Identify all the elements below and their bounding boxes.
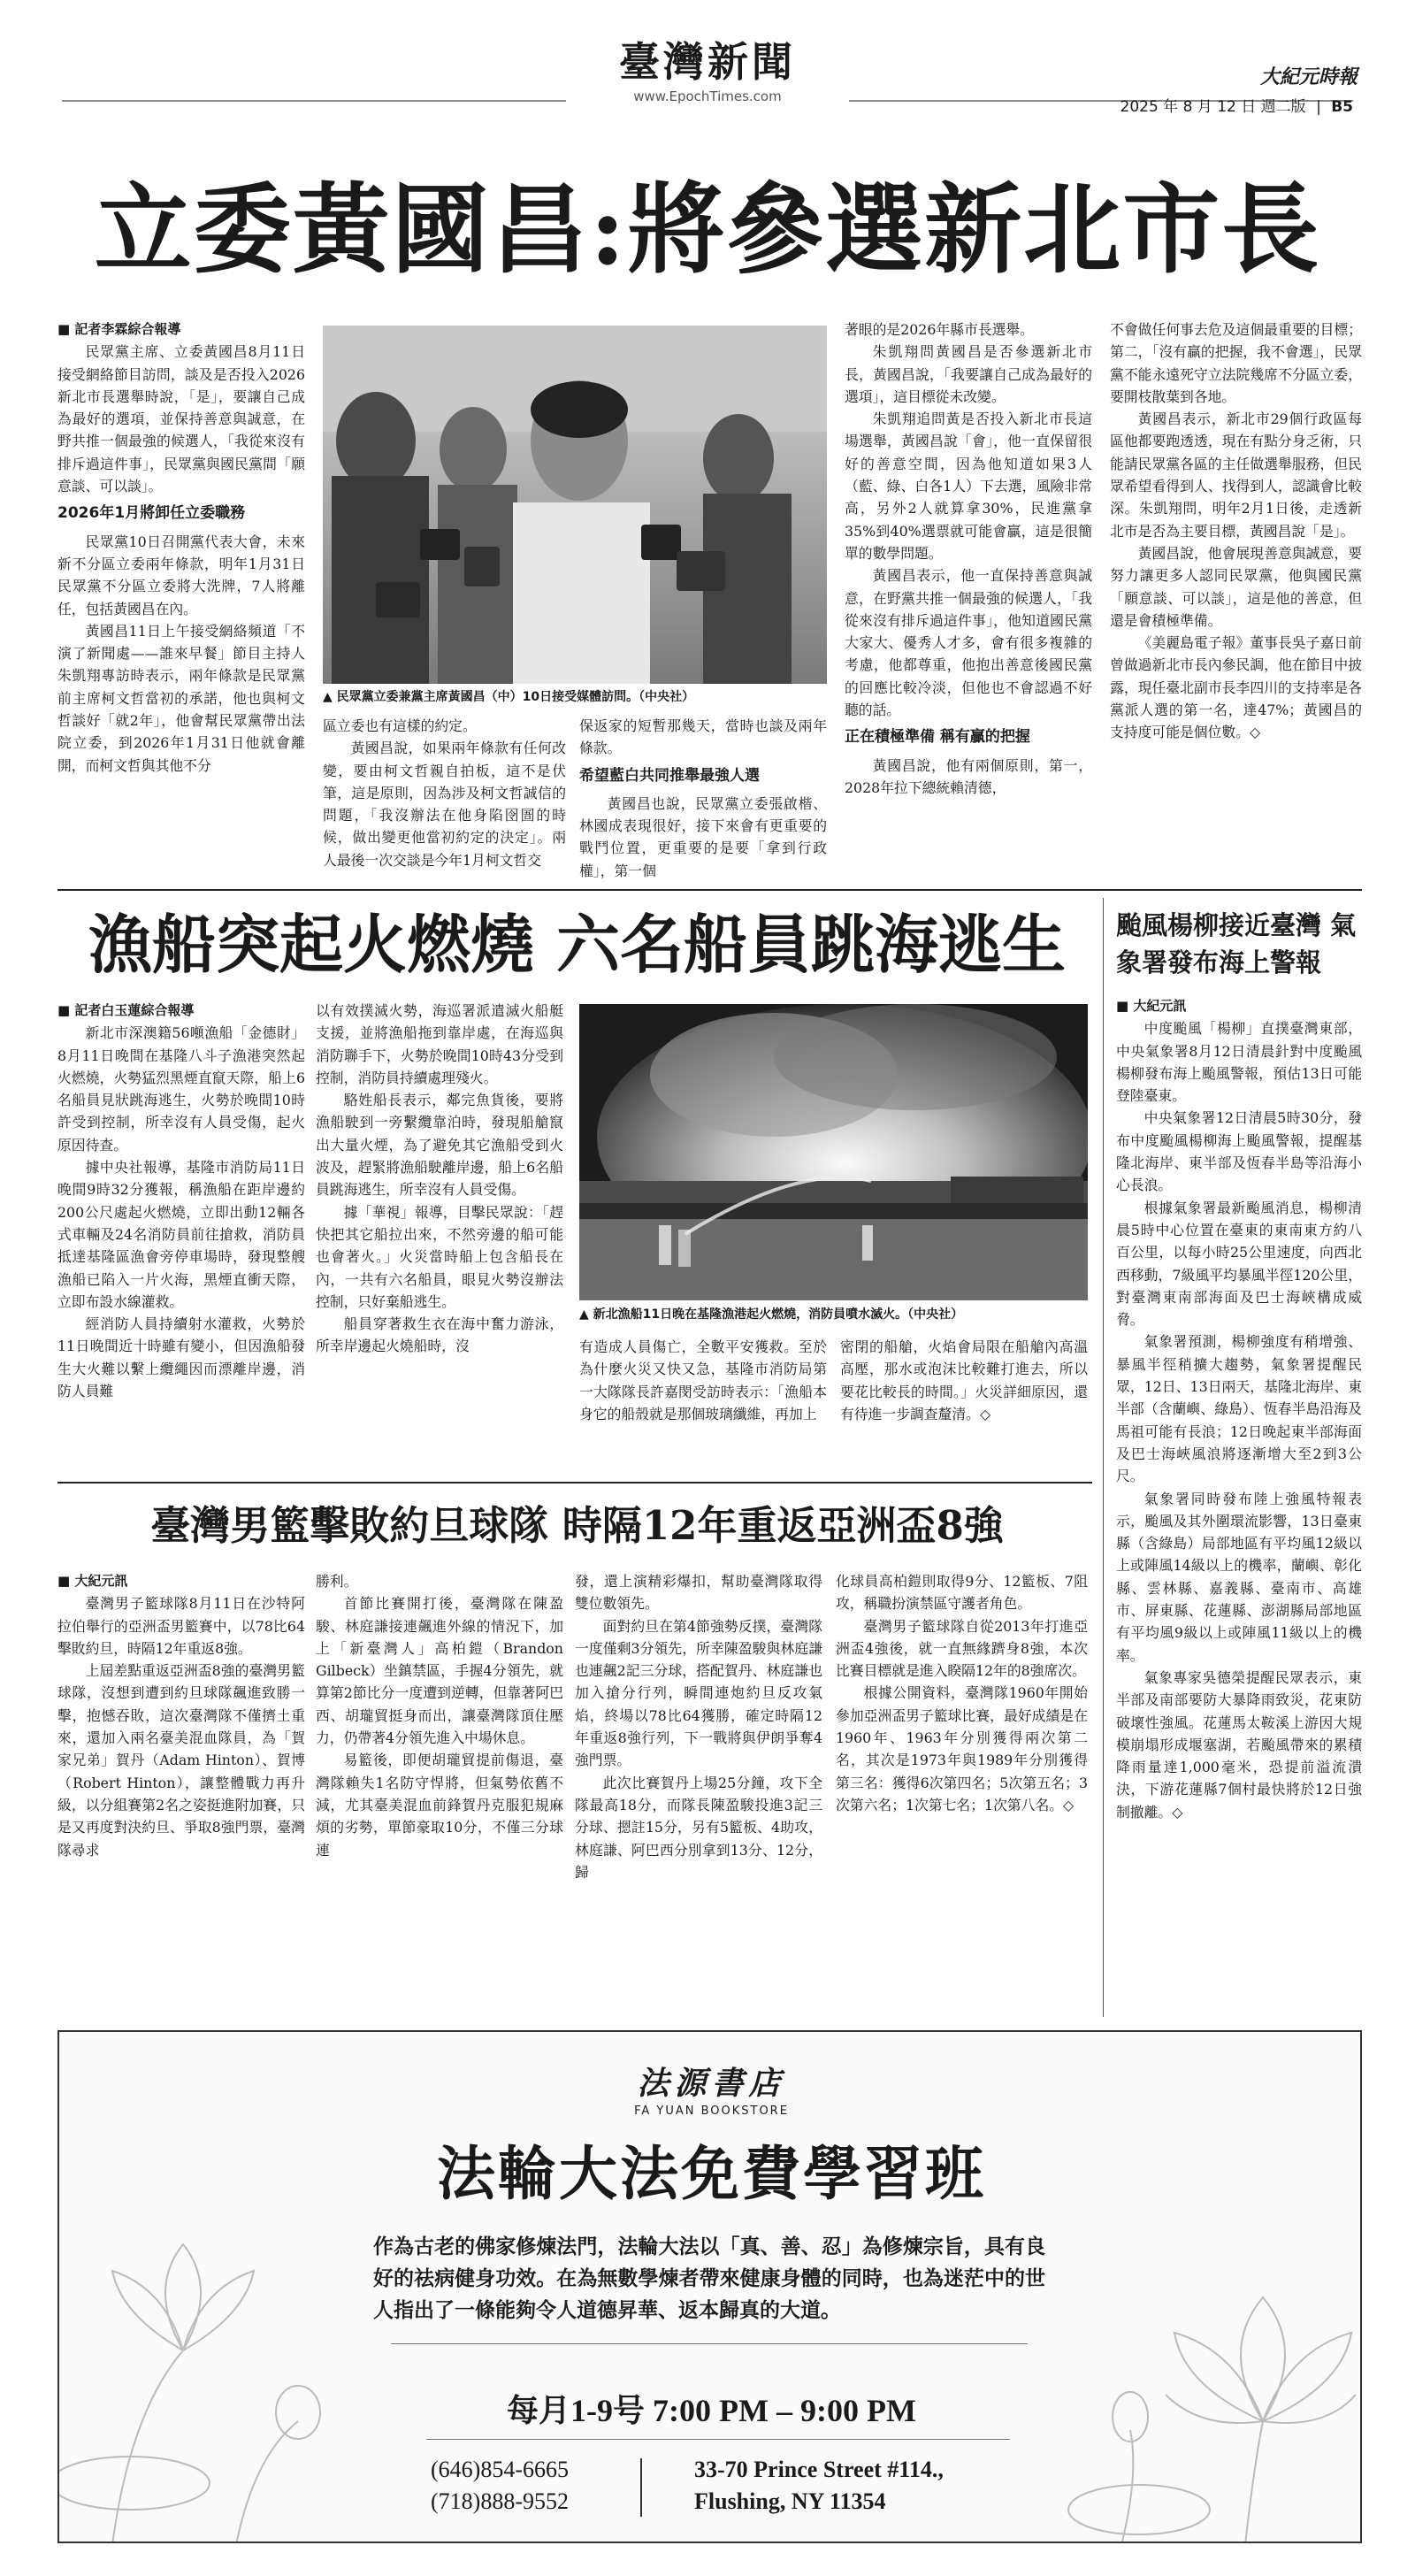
masthead-rule — [62, 100, 566, 102]
article4-col4 — [836, 1570, 1088, 2017]
paragraph: 黃國昌表示，新北市29個行政區每區他都要跑透透，現在有點分身乏術，只能請民眾黨各區的主任做選舉服務，但民眾希望看得到人、找得到人，認識會比較深。朱凱翔問，明年2月1日後，走透新北市是否為主要目標，黃國昌說「是」。 — [1110, 410, 1362, 540]
ad-phone-2: (718)888-9552 — [431, 2488, 569, 2514]
ad-address-1: 33-70 Prince Street #114., — [694, 2457, 944, 2482]
paragraph: 朱凱翔追問黃是否投入新北市長這場選舉，黃國昌說「會」，他一直保留很好的善意空間，因為他知道如果3人（藍、綠、白各1人）下去選，風險非常高，另外2人就算拿30%，民進黨拿35%到40%選票就可能會贏，這是很簡單的數學問題。 — [845, 410, 1092, 562]
article4-col1 — [57, 1570, 305, 2017]
photo-caption-2: ▲ 新北漁船11日晚在基隆漁港起火燃燒，消防員噴水滅火。（中央社） — [579, 1307, 964, 1322]
paper-name: 大紀元時報 — [1259, 65, 1358, 88]
paragraph: 黃國昌也說，民眾黨立委張啟楷、林國成表現很好，接下來會有更重要的戰鬥位置，更重要的是要「拿到行政權」，第一個 — [579, 794, 827, 879]
ad-rule — [426, 2439, 1010, 2440]
paragraph: 經消防人員持續射水灌救，火勢於11日晚間近十時雖有變小，但因漁船發生大火難以繫上纜繩因而漂離岸邊，消防人員難 — [57, 1315, 305, 1400]
headline-3 — [1116, 907, 1364, 981]
paragraph: 以有效撲滅火勢，海巡署派遣滅火船艇支援，並將漁船拖到靠岸處，在海巡與消防聯手下，火勢於晚間10時43分受到控制，消防員持續處理殘火。 — [316, 1002, 563, 1086]
photo-caption-1: ▲ 民眾黨立委兼黨主席黃國昌（中）10日接受媒體訪問。（中央社） — [323, 690, 695, 704]
bookstore-logo-en: FA YUAN BOOKSTORE — [634, 2104, 789, 2118]
date-text: 2025 年 8 月 12 日 週二版 — [1120, 98, 1306, 116]
paragraph: 氣象署同時發布陸上強風特報表示，颱風及其外圍環流影響，13日臺東縣（含綠島）局部地區有平均風12級以上或陣風14級以上的機率，蘭嶼、彰化縣、雲林縣、嘉義縣、臺南市、高雄市、屏東縣、花蓮縣、澎湖縣局部地區有平均風9級以上或陣風11級以上的機率。 — [1116, 1490, 1362, 1664]
paragraph: 著眼的是2026年縣市長選舉。 — [845, 321, 1034, 338]
paragraph: 氣象專家吳德榮提醒民眾表示，東半部及南部要防大暴降雨致災，花東防破壞性強風。花蓮馬太鞍溪上游因大規模崩塌形成堰塞湖，若颱風帶來的累積降雨量達1,000毫米，恐提前溢流潰決，下游花蓮縣7個村最快將於12日強制撤離。◇ — [1116, 1668, 1362, 1821]
photo-huang-kuo-chang — [323, 326, 827, 684]
headline-1: 立委黃國昌:將參選新北市長 — [94, 172, 1321, 287]
ad-schedule: 每月1-9号 7:00 PM – 9:00 PM — [507, 2393, 916, 2428]
article2-col1 — [57, 1000, 305, 1557]
paragraph: 化球員高柏鎧則取得9分、12籃板、7阻攻，稱職扮演禁區守護者角色。 — [836, 1573, 1088, 1613]
paragraph: 船員穿著救生衣在海中奮力游泳，所幸岸邊起火燒船時，沒 — [316, 1315, 563, 1355]
article4-col2 — [316, 1570, 563, 2017]
byline-1: ■ 記者李霖綜合報導 — [57, 321, 181, 337]
paragraph: 中度颱風「楊柳」直撲臺灣東部，中央氣象署8月12日清晨針對中度颱風楊柳發布海上颱風警報，預估13日可能登陸臺東。 — [1116, 1020, 1362, 1105]
paragraph: 有造成人員傷亡，全數平安獲救。至於為什麼火災又快又急，基隆市消防局第一大隊隊長許嘉閔受訪時表示：「漁船本身它的船殼就是那個玻璃纖維，再加上 — [579, 1338, 827, 1422]
paragraph: 上屆差點重返亞洲盃8強的臺灣男籃球隊，沒想到遭到約旦球隊飆進致勝一擊，抱憾吞敗，這次臺灣隊不僅擠土重來，還加入兩名臺美混血隊員，為「賀家兄弟」賀丹（Adam Hinton）、賀博（Robert Hinton），讓整體戰力再升級，以分組賽第2名之姿挺進附加賽，只是又再度對決約旦、爭取8強門票，臺灣隊尋求 — [57, 1662, 305, 1859]
paragraph: 臺灣男子籃球隊自從2013年打進亞洲盃4強後，就一直無緣躋身8強，本次比賽目標就是進入睽隔12年的8強席次。 — [836, 1617, 1088, 1680]
site-url: www.EpochTimes.com — [633, 88, 782, 104]
paragraph: 黃國昌說，他會展現善意與誠意，要努力讓更多人認同民眾黨，他與國民黨「願意談、可以談」，這是他的善意，但還是會積極準備。 — [1110, 544, 1362, 629]
page-number: B5 — [1331, 98, 1353, 116]
paragraph: 易籃後，即便胡瓏貿提前傷退，臺灣隊賴失1名防守悍將，但氣勢依舊不減，尤其臺美混血前鋒賀丹克服犯規麻煩的劣勢，單節豪取10分，不僅三分球連 — [316, 1752, 563, 1859]
byline-4: ■ 大紀元訊 — [57, 1573, 128, 1589]
lotus-decoration-left — [59, 2191, 351, 2543]
paragraph: 臺灣男子籃球隊8月11日在沙特阿拉伯舉行的亞洲盃男籃賽中，以78比64擊敗約旦，時隔12年重返8強。 — [57, 1595, 305, 1657]
paragraph: 據中央社報導，基隆市消防局11日晚間9時32分獲報，稱漁船在距岸邊約200公尺處起火燃燒，立即出動12輛各式車輛及24名消防員前往搶救，消防員抵達基隆區漁會旁停車場時，發現整艘漁船已陷入一片火海，黑煙直衝天際，立即布設水線灌救。 — [57, 1159, 305, 1310]
ad-rule — [391, 2343, 1028, 2344]
subheading: 正在積極準備 稱有贏的把握 — [845, 728, 1030, 747]
lotus-decoration-right — [1042, 2174, 1360, 2543]
paragraph: 駱姓船長表示，鄰完魚貨後，要將漁船駛到一旁繫纜靠泊時，發現船艙竄出大量火煙，為了避免其它漁船受到火波及，趕緊將漁船駛離岸邊，船上6名船員跳海逃生，所幸沒有人員受傷。 — [316, 1092, 563, 1199]
paragraph: 面對約旦在第4節強勢反撲，臺灣隊一度僅剩3分領先，所幸陳盈駿與林庭謙也連飆2記三分球，搭配賀丹、林庭謙也加入搶分行列，瞬間連炮約旦反攻氣焰，終場以78比64獲勝，確定時隔12年重返8強行列，下一戰將與伊朗爭奪4強門票。 — [575, 1617, 822, 1769]
byline-3: ■ 大紀元訊 — [1116, 998, 1187, 1014]
article1-col4 — [845, 318, 1092, 1123]
bookstore-logo: 法源書店 — [637, 2065, 786, 2102]
section-title: 臺灣新聞 — [619, 38, 796, 86]
headline-4: 臺灣男籃擊敗約旦球隊 時隔12年重返亞洲盃8強 — [150, 1502, 1004, 1549]
paragraph: 根據氣象署最新颱風消息，楊柳清晨5時中心位置在臺東的東南東方約八百公里，以每小時25公里速度，向西北西移動，7級風平均暴風半徑120公里，對臺灣東南部海面及巴士海峽構成威脅。 — [1116, 1199, 1362, 1329]
paragraph: 首節比賽開打後，臺灣隊在陳盈駿、林庭謙接連飆進外線的情況下，加上「新臺灣人」高柏鎧（Brandon Gilbeck）坐鎮禁區，手握4分領先，就算第2節比分一度遭到逆轉，但靠著阿巴西、胡瓏貿挺身而出，讓臺灣隊頂住壓力，仍帶著4分領先進入中場休息。 — [316, 1595, 563, 1747]
bookstore-ad — [57, 2030, 1362, 2543]
paragraph: 此次比賽賀丹上場25分鐘，攻下全隊最高18分，而隊長陳盈駿投進3記三分球、摁註15分，另有5籃板、4助攻，林庭謙、阿巴西分別拿到13分、12分，歸 — [575, 1774, 822, 1881]
headline-3-text: 颱風楊柳接近臺灣 氣象署發布海上警報 — [1116, 910, 1357, 978]
paragraph: 區立委也有這樣的約定。 — [323, 717, 477, 734]
section-divider — [57, 889, 1362, 891]
headline-2: 漁船突起火燃燒 六名船員跳海逃生 — [88, 907, 1067, 982]
paragraph: 《美麗島電子報》董事長吳子嘉日前曾做過新北市長內參民調，他在節目中披露，現任臺北副市長李四川的支持率是各黨派人選的第一名，達47%；黃國昌的支持度可能是個位數。◇ — [1110, 634, 1362, 741]
paragraph: 黃國昌11日上午接受網絡頻道「不演了新聞處——誰來早餐」節目主持人朱凱翔專訪時表示，兩年條款是民眾黨前主席柯文哲當初的承諾，他也與柯文哲談好「就2年」，他會幫民眾黨帶出法院立委，到2026年1月31日他就會離開，而柯文哲與其他不分 — [57, 622, 305, 774]
section-divider — [57, 1482, 1092, 1484]
ad-title: 法輪大法免費學習班 — [437, 2139, 986, 2208]
paragraph: 朱凱翔問黃國昌是否參選新北市長，黃國昌說，「我要讓自己成為最好的選項」，這目標從未改變。 — [845, 343, 1092, 405]
paragraph: 黃國昌說，他有兩個原則，第一，2028年拉下總統賴清德， — [845, 756, 1092, 796]
article3-col — [1116, 995, 1362, 2012]
photo-fishing-boat-fire — [579, 1004, 1088, 1300]
paragraph: 發，還上演精彩爆扣，幫助臺灣隊取得雙位數領先。 — [575, 1573, 822, 1613]
subheading: 2026年1月將卸任立委職務 — [57, 504, 246, 523]
paragraph: 中央氣象署12日清晨5時30分，發布中度颱風楊柳海上颱風警報，提醒基隆北海岸、東半部及恆春半島等沿海小心長浪。 — [1116, 1109, 1362, 1194]
paragraph: 據「華視」報導，目擊民眾說：「趕快把其它船拉出來，不然旁邊的船可能也會著火。」火災當時船上包含船長在內，一共有六名船員，眼見火勢沒辦法控制，只好棄船逃生。 — [316, 1203, 563, 1310]
paragraph: 氣象署預測，楊柳強度有稍增強、暴風半徑稍擴大趨勢，氣象署提醒民眾，12日、13日兩天，基隆北海岸、東半部（含蘭嶼、綠島）、恆春半島沿海及馬祖可能有長浪；12日晚起東半部海面及巴士海峽風浪將逐漸增大至2到3公尺。 — [1116, 1333, 1362, 1485]
issue-date: 2025 年 8 月 12 日 週二版 | B5 — [1120, 98, 1353, 116]
paragraph: 黃國昌說，如果兩年條款有任何改變，要由柯文哲親自拍板，這不是伏筆，這是原則，因為涉及柯文哲誠信的問題，「我沒辦法在他身陷囹圄的時候，做出變更他當初約定的決定」。兩人最後一次交談是今年1月柯文哲交 — [323, 740, 566, 869]
ad-phone-1: (646)854-6665 — [431, 2457, 569, 2482]
article2-col2 — [316, 1000, 563, 1557]
article4-col3 — [575, 1570, 822, 2017]
ad-divider — [640, 2458, 642, 2517]
paragraph: 民眾黨10日召開黨代表大會，未來新不分區立委兩年條款，明年1月31日民眾黨不分區立委將大洗牌，7人將離任，包括黃國昌在內。 — [57, 533, 305, 617]
paragraph: 密閉的船艙，火焰會局限在船艙內高溫高壓，那水或泡沫比較難打進去，所以要花比較長的時間。」火災詳細原因，還有待進一步調查釐清。◇ — [840, 1338, 1088, 1422]
paragraph: 勝利。 — [316, 1573, 358, 1590]
paragraph: 民眾黨主席、立委黃國昌8月11日接受網絡節目訪問，談及是否投入2026新北市長選舉時說，「是」，要讓自己成為最好的選項，並保持善意與誠意，在野共推一個最強的候選人，「我從來沒有排斥過這件事」，民眾黨與國民黨間「願意談、可以談」。 — [57, 343, 305, 495]
ad-description: 作為古老的佛家修煉法門，法輪大法以「真、善、忍」為修煉宗旨，具有良好的祛病健身功效。在為無數學煉者帶來健康身體的同時，也為迷茫中的世人指出了一條能夠令人道德昇華、返本歸真的大道。 — [373, 2235, 1045, 2322]
paragraph: 黃國昌表示，他一直保持善意與誠意，在野黨共推一個最強的候選人，「我從來沒有排斥過這件事」，他知道國民黨大家大、優秀人才多，會有很多複雜的考慮，他都尊重，他抱出善意後國民黨的回應比較冷淡，但他也不會認過不好聽的話。 — [845, 567, 1092, 719]
column-divider — [1103, 898, 1104, 2017]
paragraph: 保返家的短暫那幾天，當時也談及兩年條款。 — [579, 717, 827, 757]
subheading: 希望藍白共同推舉最強人選 — [579, 766, 760, 785]
paragraph: 根據公開資料，臺灣隊1960年開始參加亞洲盃男子籃球比賽，最好成績是在1960年、1963年分別獲得兩次第二名，其次是1973年與1989年分別獲得第三名：獲得6次第四名；5次第五名；3次第六名；1次第七名；1次第八名。◇ — [836, 1684, 1088, 1813]
byline-2: ■ 記者白玉蓮綜合報導 — [57, 1002, 195, 1018]
paragraph: 新北市深澳籍56噸漁船「金德財」8月11日晚間在基隆八斗子漁港突然起火燃燒，火勢猛烈黑煙直竄天際，船上6名船員見狀跳海逃生，火勢於晚間10時許受到控制，所幸沒有人員受傷，起火原因待查。 — [57, 1024, 305, 1154]
paragraph: 不會做任何事去危及這個最重要的目標；第二，「沒有贏的把握，我不會選」，民眾黨不能永遠死守立法院幾席不分區立委，要開枝散葉到各地。 — [1110, 321, 1362, 405]
ad-address-2: Flushing, NY 11354 — [694, 2488, 886, 2514]
